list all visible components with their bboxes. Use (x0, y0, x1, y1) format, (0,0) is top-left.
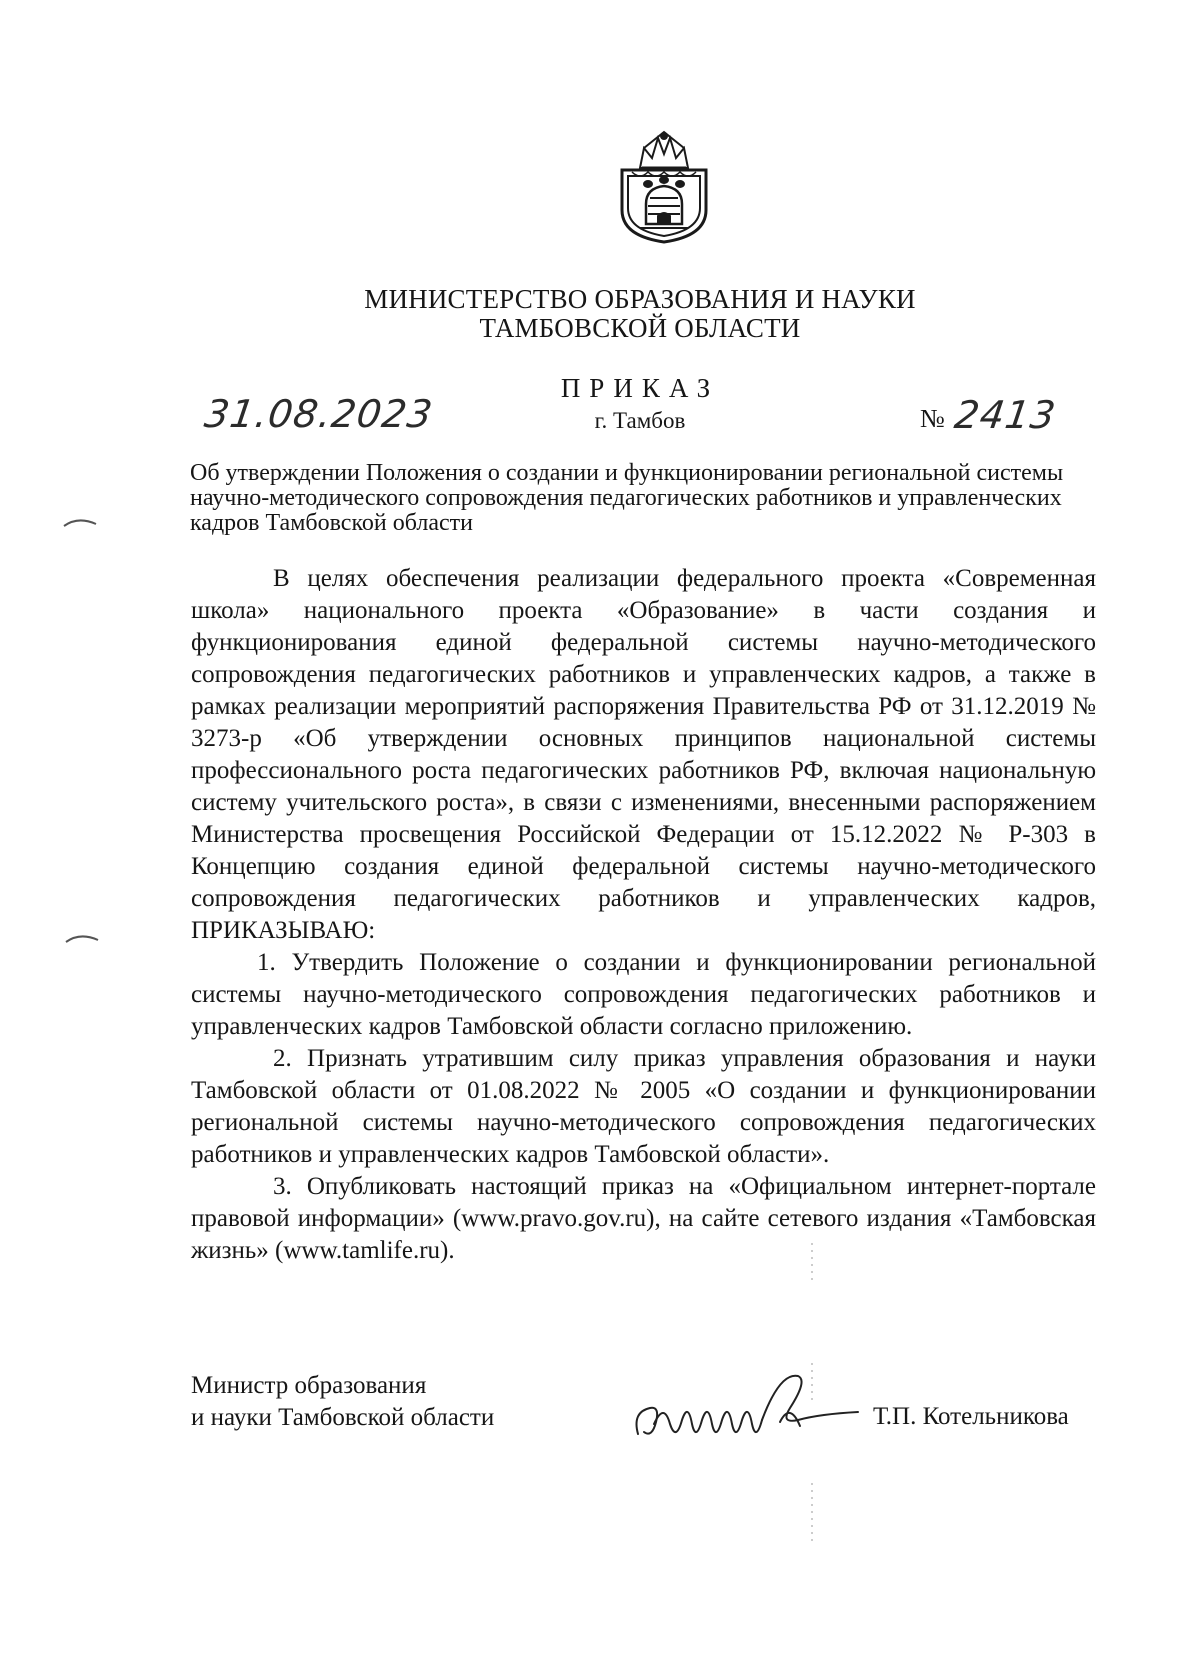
ministry-name-line2: ТАМБОВСКОЙ ОБЛАСТИ (479, 313, 801, 343)
order-body (191, 563, 1096, 1267)
signatory-title-line1: Министр образования (191, 1372, 427, 1399)
order-number-label: № (920, 404, 945, 433)
order-item-2: 2. Признать утратившим силу приказ управления образования и науки Тамбовской области от 01.08.2022 № 2005 «О создании и функционировании региональной системы научно-методического сопровождения педагогических работников и управленческих кадров Тамбовской области». (191, 1045, 1096, 1168)
coat-of-arms-icon (610, 128, 718, 246)
order-date: 31.08.2023 (201, 392, 436, 436)
signatory-name: Т.П. Котельникова (873, 1403, 1069, 1430)
document-type: ПРИКАЗ (560, 373, 720, 403)
city: г. Тамбов (594, 408, 686, 433)
order-subject: Об утверждении Положения о создании и функционировании региональной системы научно-методического сопровождения педагогических работников и управленческих кадров Тамбовской области (190, 460, 1064, 536)
order-item-1: 1. Утвердить Положение о создании и функционировании региональной системы научно-методического сопровождения педагогических работников и управленческих кадров Тамбовской области согласно приложению. (191, 949, 1096, 1040)
order-item-3: 3. Опубликовать настоящий приказ на «Официальном интернет-портале правовой информации» (www.pravo.gov.ru), на сайте сетевого издания «Тамбовская жизнь» (www.tamlife.ru). (191, 1173, 1096, 1264)
scan-mark (62, 928, 102, 948)
handwritten-signature (630, 1362, 862, 1450)
scan-mark (60, 512, 100, 532)
ministry-name-line1: МИНИСТЕРСТВО ОБРАЗОВАНИЯ И НАУКИ (364, 284, 916, 314)
signatory-title (191, 1370, 494, 1434)
preamble-paragraph: В целях обеспечения реализации федерального проекта «Современная школа» национального проекта «Образование» в части создания и функционирования единой федеральной системы научно-методического сопровождения педагогических работников и управленческих кадров, а также в рамках реализации мероприятий распоряжения Правительства РФ от 31.12.2019 № 3273-р «Об утверждении основных принципов национальной системы профессионального роста педагогических работников РФ, включая национальную систему учительского роста», в связи с изменениями, внесенными распоряжением Министерства просвещения Российской Федерации от 15.12.2022 № Р-303 в Концепцию создания единой федеральной системы научно-методического сопровождения педагогических работников и управленческих кадров, ПРИКАЗЫВАЮ: (191, 565, 1096, 944)
scan-mark (808, 1243, 816, 1543)
signatory-title-line2: и науки Тамбовской области (191, 1404, 495, 1431)
order-number: 2413 (951, 393, 1059, 437)
